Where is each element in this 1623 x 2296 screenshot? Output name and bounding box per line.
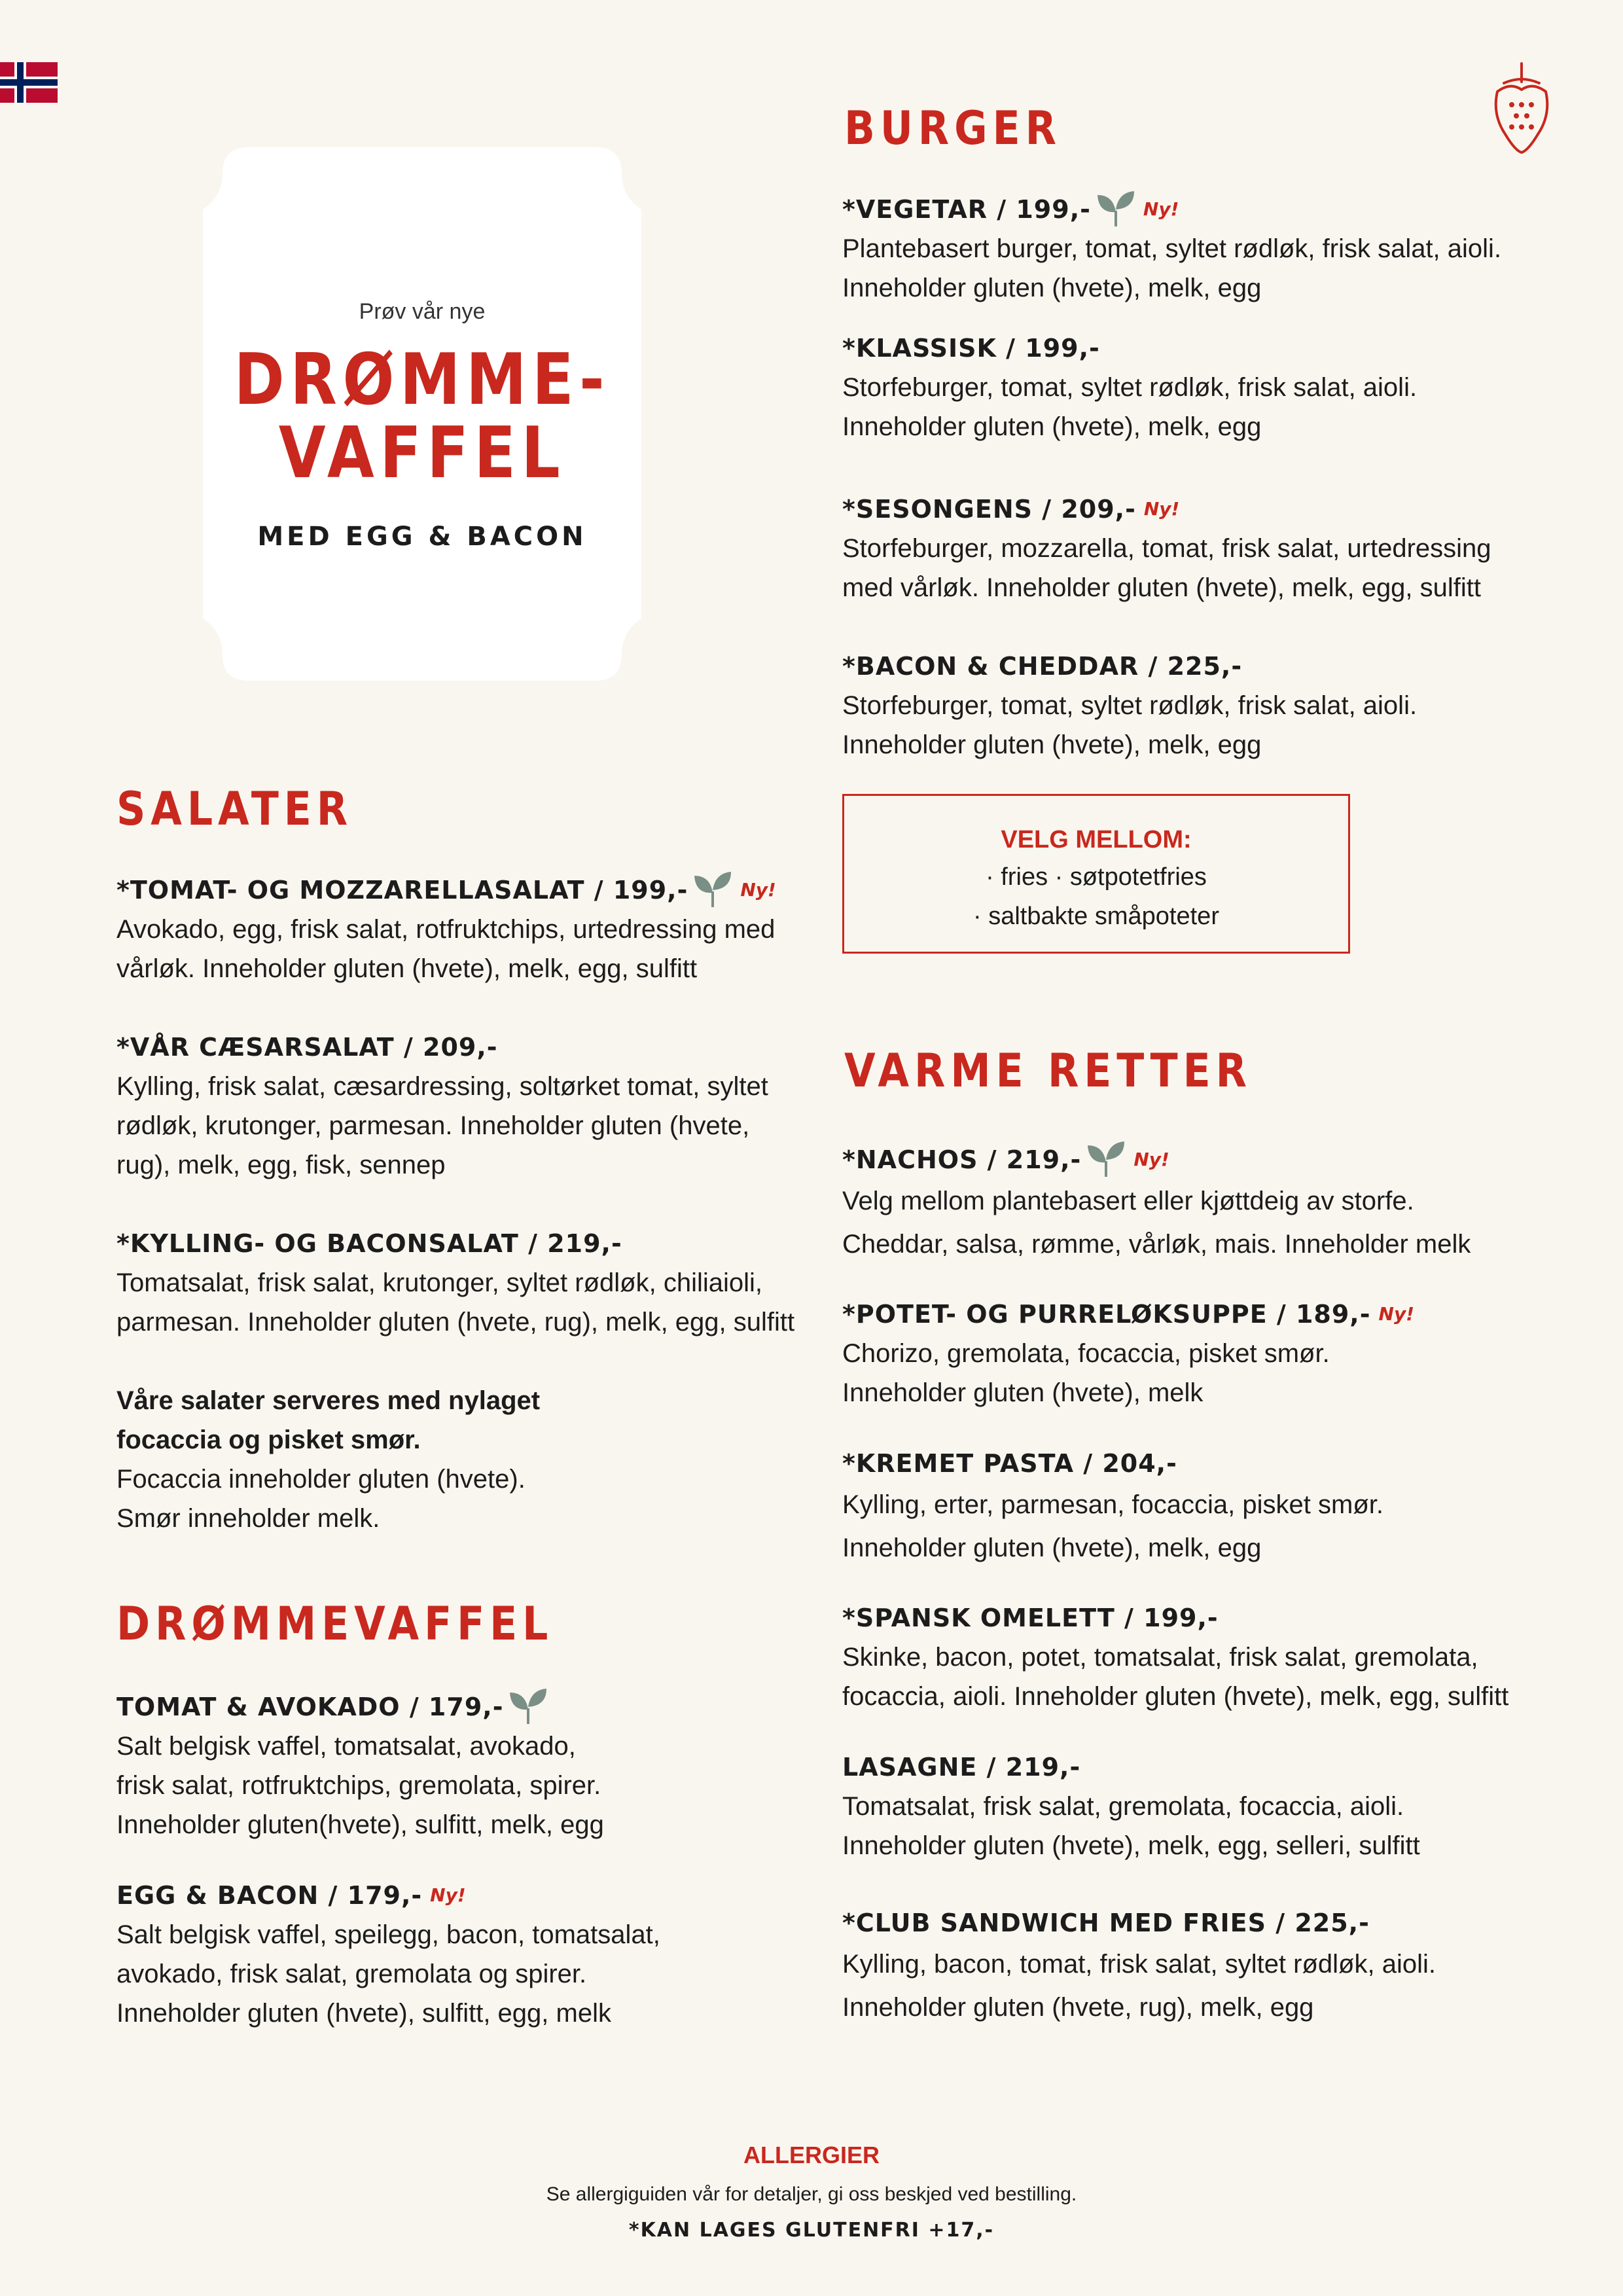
item-title: *SPANSK OMELETT / 199,- xyxy=(842,1604,1219,1632)
menu-item xyxy=(116,1876,836,2033)
leaf-icon xyxy=(1096,191,1135,228)
item-description: Kylling, frisk salat, cæsardressing, soltørket tomat, syltet rødløk, krutonger, parmesan. Inneholder gluten (hvete, rug), melk, egg, fisk, sennep xyxy=(116,1072,768,1179)
new-badge: Ny! xyxy=(1143,498,1180,520)
menu-item xyxy=(842,1748,1562,1865)
item-description: Salt belgisk vaffel, speilegg, bacon, tomatsalat, avokado, frisk salat, gremolata og spirer. Inneholder gluten (hvete), sulfitt, egg, melk xyxy=(116,1920,660,2028)
salad-note: Våre salater serveres med nylaget focaccia og pisket smør. Focaccia inneholder gluten (hvete). Smør inneholder melk. xyxy=(116,1386,541,1533)
item-title: *VÅR CÆSARSALAT / 209,- xyxy=(116,1033,498,1062)
promo-intro: Prøv vår nye xyxy=(359,299,486,324)
norway-flag-icon[interactable] xyxy=(0,62,58,103)
menu-item xyxy=(842,1903,1562,2029)
menu-item xyxy=(116,870,836,988)
choose-option: · fries · søtpotetfries xyxy=(986,863,1207,891)
item-title: *TOMAT- OG MOZZARELLASALAT / 199,- xyxy=(116,876,688,905)
menu-item xyxy=(116,1687,836,1844)
item-title: *NACHOS / 219,- xyxy=(842,1145,1082,1174)
item-title: *VEGETAR / 199,- xyxy=(842,195,1091,224)
item-description: Tomatsalat, frisk salat, gremolata, focaccia, aioli. Inneholder gluten (hvete), melk, egg, selleri, sulfitt xyxy=(842,1792,1420,1860)
item-description: Storfeburger, tomat, syltet rødløk, frisk salat, aioli. Inneholder gluten (hvete), melk, egg xyxy=(842,373,1418,441)
promo-card xyxy=(203,147,641,681)
item-title: *KYLLING- OG BACONSALAT / 219,- xyxy=(116,1229,622,1258)
leaf-icon xyxy=(1086,1141,1126,1178)
item-description: Avokado, egg, frisk salat, rotfruktchips, urtedressing med vårløk. Inneholder gluten (hvete), melk, egg, sulfitt xyxy=(116,915,776,983)
item-description: Chorizo, gremolata, focaccia, pisket smør. Inneholder gluten (hvete), melk xyxy=(842,1339,1330,1407)
menu-item xyxy=(842,329,1562,446)
item-title: *KLASSISK / 199,- xyxy=(842,334,1100,363)
item-description: Kylling, erter, parmesan, focaccia, pisket smør. Inneholder gluten (hvete), melk, egg xyxy=(842,1490,1383,1562)
section-heading-salater: SALATER xyxy=(116,782,353,836)
promo-subtitle: MED EGG & BACON xyxy=(257,522,587,552)
item-title: EGG & BACON / 179,- xyxy=(116,1881,423,1910)
allergy-text: Se allergiguiden vår for detaljer, gi oss beskjed ved bestilling. xyxy=(546,2183,1077,2205)
item-description: Velg mellom plantebasert eller kjøttdeig av storfe. Cheddar, salsa, rømme, vårløk, mais. Inneholder melk xyxy=(842,1187,1471,1259)
item-title: LASAGNE / 219,- xyxy=(842,1753,1081,1782)
menu-item xyxy=(842,490,1562,607)
menu-item xyxy=(842,1598,1562,1716)
menu-item xyxy=(842,647,1562,764)
section-heading-varme-retter: VARME RETTER xyxy=(844,1044,1252,1098)
item-description: Salt belgisk vaffel, tomatsalat, avokado, frisk salat, rotfruktchips, gremolata, spirer. Inneholder gluten(hvete), sulfitt, melk, egg xyxy=(116,1732,604,1839)
item-title: TOMAT & AVOKADO / 179,- xyxy=(116,1693,504,1721)
choose-option: · saltbakte småpoteter xyxy=(973,903,1219,930)
item-description: Storfeburger, mozzarella, tomat, frisk salat, urtedressing med vårløk. Inneholder gluten (hvete), melk, egg, sulfitt xyxy=(842,534,1491,602)
item-title: *SESONGENS / 209,- xyxy=(842,495,1136,524)
promo-title: DRØMME- VAFFEL xyxy=(234,339,611,494)
leaf-icon xyxy=(693,872,732,908)
item-description: Storfeburger, tomat, syltet rødløk, frisk salat, aioli. Inneholder gluten (hvete), melk, egg xyxy=(842,691,1418,759)
new-badge: Ny! xyxy=(1143,198,1179,220)
menu-item xyxy=(842,1140,1562,1266)
leaf-icon xyxy=(508,1689,548,1725)
section-heading-drommevaffel: DRØMMEVAFFEL xyxy=(116,1597,554,1651)
new-badge: Ny! xyxy=(740,879,776,901)
allergy-title: ALLERGIER xyxy=(743,2142,880,2168)
item-title: *CLUB SANDWICH MED FRIES / 225,- xyxy=(842,1909,1370,1937)
item-description: Plantebasert burger, tomat, syltet rødløk, frisk salat, aioli. Inneholder gluten (hvete), melk, egg xyxy=(842,234,1502,302)
glutenfree-note: *KAN LAGES GLUTENFRI +17,- xyxy=(628,2219,995,2242)
new-badge: Ny! xyxy=(1133,1149,1169,1170)
menu-item xyxy=(116,1028,836,1185)
section-heading-burger: BURGER xyxy=(844,101,1062,155)
choose-title: VELG MELLOM: xyxy=(1001,826,1192,853)
item-description: Skinke, bacon, potet, tomatsalat, frisk salat, gremolata, focaccia, aioli. Inneholder gluten (hvete), melk, egg, sulfitt xyxy=(842,1643,1509,1711)
menu-item xyxy=(116,1224,836,1342)
side-choice-box xyxy=(842,794,1350,954)
menu-item xyxy=(842,190,1562,308)
item-description: Kylling, bacon, tomat, frisk salat, syltet rødløk, aioli. Inneholder gluten (hvete, rug), melk, egg xyxy=(842,1950,1436,2022)
menu-item xyxy=(842,1295,1562,1412)
item-title: *BACON & CHEDDAR / 225,- xyxy=(842,652,1243,681)
strawberry-icon xyxy=(1486,62,1558,160)
menu-item xyxy=(842,1444,1562,1570)
new-badge: Ny! xyxy=(430,1884,466,1906)
new-badge: Ny! xyxy=(1378,1303,1414,1325)
item-title: *KREMET PASTA / 204,- xyxy=(842,1449,1177,1478)
item-description: Tomatsalat, frisk salat, krutonger, syltet rødløk, chiliaioli, parmesan. Inneholder gluten (hvete, rug), melk, egg, sulfitt xyxy=(116,1268,795,1336)
item-title: *POTET- OG PURRELØKSUPPE / 189,- xyxy=(842,1300,1371,1329)
